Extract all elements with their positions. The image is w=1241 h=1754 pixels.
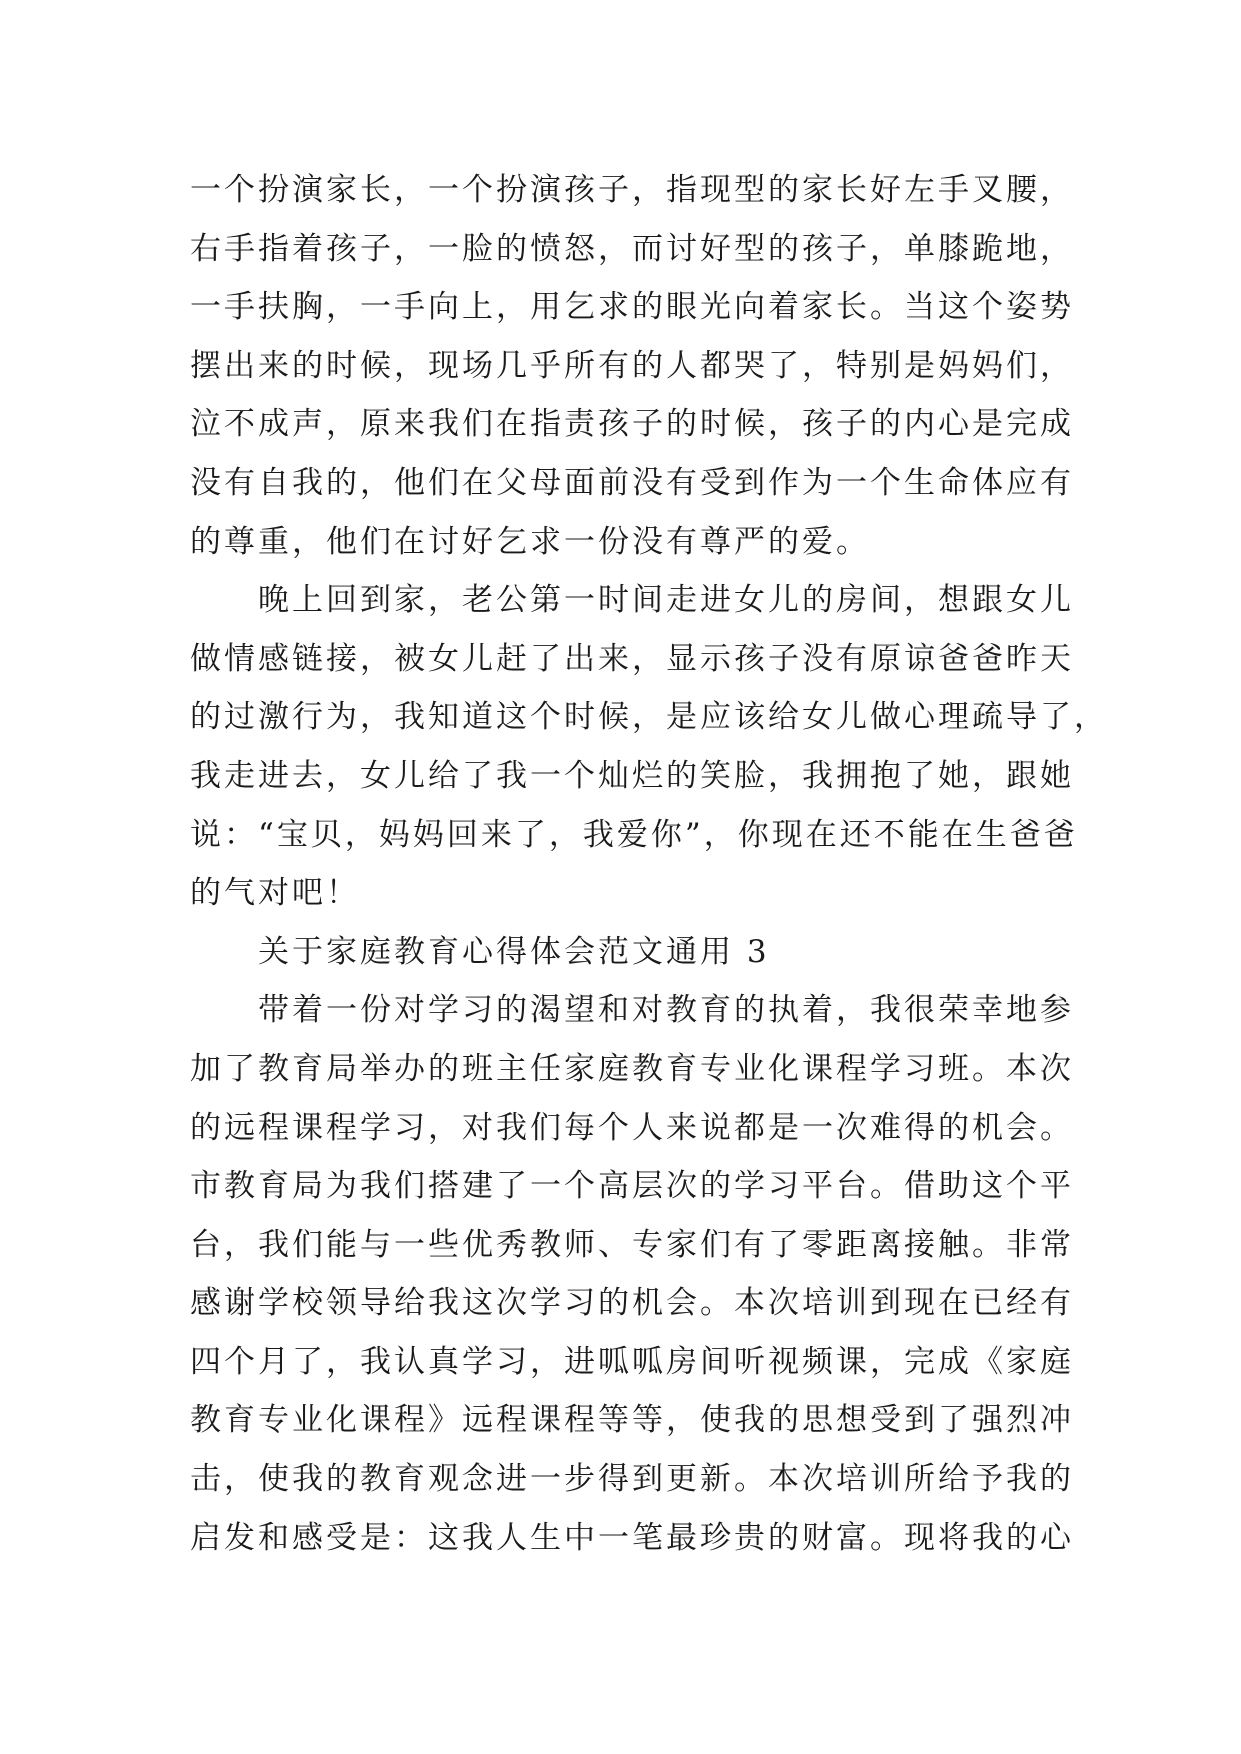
text-line: 加了教育局举办的班主任家庭教育专业化课程学习班。本次 — [190, 1050, 1074, 1087]
text-line: 做情感链接，被女儿赶了出来，显示孩子没有原谅爸爸昨天 — [190, 640, 1074, 677]
document-body — [190, 161, 1108, 1567]
text-line: 一个扮演家长，一个扮演孩子，指现型的家长好左手叉腰， — [190, 172, 1074, 208]
text-line: 市教育局为我们搭建了一个高层次的学习平台。借助这个平 — [190, 1168, 1074, 1205]
text-line: 一手扶胸，一手向上，用乞求的眼光向着家长。当这个姿势 — [190, 289, 1074, 326]
text-line: 四个月了，我认真学习，进呱呱房间听视频课，完成《家庭 — [190, 1343, 1074, 1380]
text-line: 的气对吧！ — [190, 875, 360, 912]
text-line: 泣不成声，原来我们在指责孩子的时候，孩子的内心是完成 — [190, 406, 1074, 443]
text-line: 的远程课程学习，对我们每个人来说都是一次难得的机会。 — [190, 1109, 1074, 1146]
text-line: 启发和感受是：这我人生中一笔最珍贵的财富。现将我的心 — [190, 1519, 1074, 1556]
text-line: 感谢学校领导给我这次学习的机会。本次培训到现在已经有 — [190, 1285, 1074, 1322]
paragraph-first-line: 关于家庭教育心得体会范文通用 3 — [258, 933, 770, 970]
text-line: 摆出来的时候，现场几乎所有的人都哭了，特别是妈妈们， — [190, 347, 1074, 384]
text-line: 击，使我的教育观念进一步得到更新。本次培训所给予我的 — [190, 1461, 1074, 1498]
text-line: 教育专业化课程》远程课程等等，使我的思想受到了强烈冲 — [190, 1402, 1074, 1439]
paragraph-first-line: 晚上回到家，老公第一时间走进女儿的房间，想跟女儿 — [258, 582, 1074, 619]
text-line: 台，我们能与一些优秀教师、专家们有了零距离接触。非常 — [190, 1226, 1074, 1263]
text-line: 的过激行为，我知道这个时候，是应该给女儿做心理疏导了， — [190, 699, 1108, 736]
text-line: 说：“宝贝，妈妈回来了，我爱你”，你现在还不能在生爸爸 — [190, 816, 1078, 853]
text-line: 我走进去，女儿给了我一个灿烂的笑脸，我拥抱了她，跟她 — [190, 757, 1074, 794]
text-line: 右手指着孩子，一脸的愤怒，而讨好型的孩子，单膝跪地， — [190, 230, 1074, 267]
text-line: 没有自我的，他们在父母面前没有受到作为一个生命体应有 — [190, 464, 1074, 501]
text-line: 的尊重，他们在讨好乞求一份没有尊严的爱。 — [190, 523, 870, 560]
paragraph-first-line: 带着一份对学习的渴望和对教育的执着，我很荣幸地参 — [258, 992, 1074, 1029]
